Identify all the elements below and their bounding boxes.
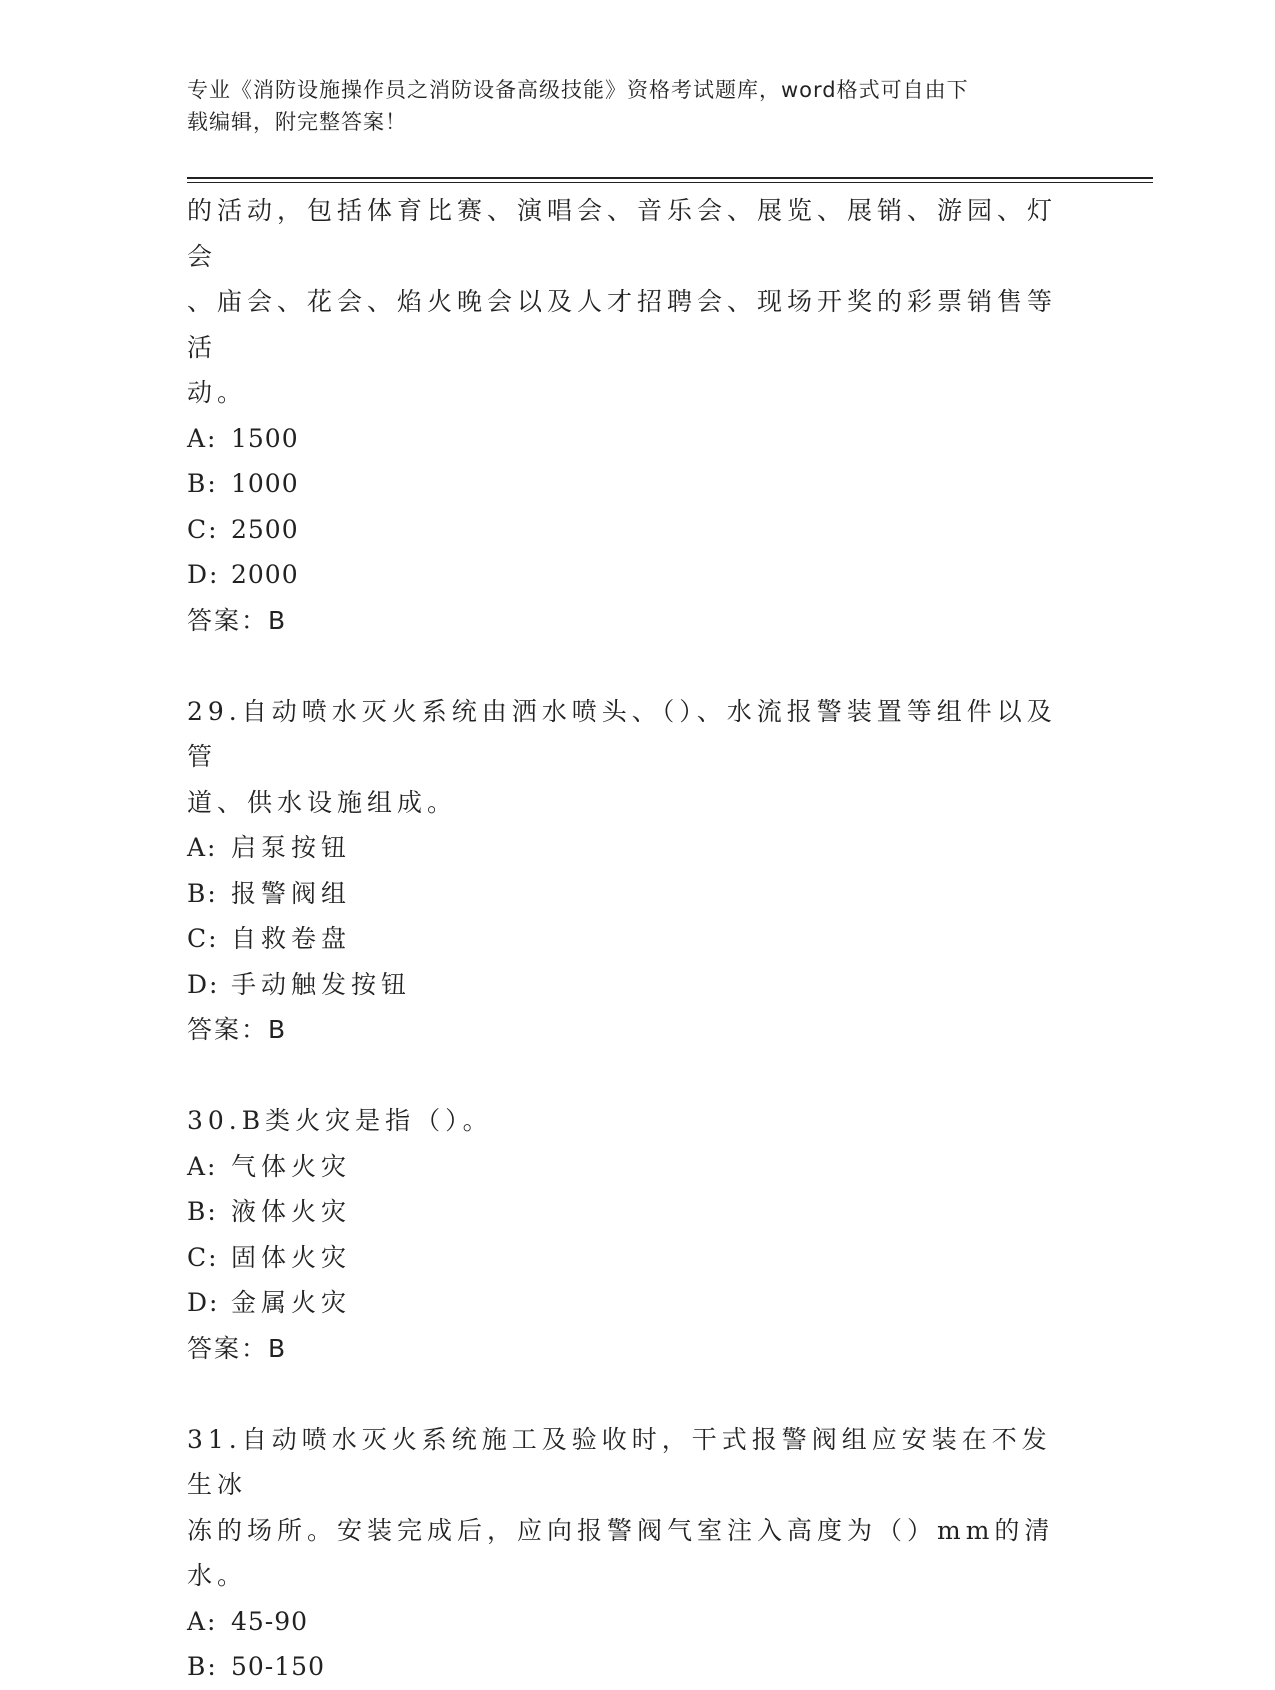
header-divider-thin [187,182,1153,183]
option-letter: D: [187,1288,220,1317]
option-b [187,461,1077,507]
option-text: 1000 [231,469,299,498]
option-letter: D: [187,969,220,999]
header-title-line-2: 载编辑，附完整答案！ [187,110,407,134]
question-text-line: 、庙会、花会、焰火晚会以及人才招聘会、现场开奖的彩票销售等活 [187,287,1058,362]
option-text: 固体火灾 [231,1242,352,1272]
question-text-line: 冻的场所。安装完成后，应向报警阀气室注入高度为（）mm的清水。 [187,1515,1055,1590]
question-text-line: 的活动，包括体育比赛、演唱会、音乐会、展览、展销、游园、灯会 [187,196,1058,271]
option-letter: D: [187,560,220,589]
option-a [187,416,1077,462]
header-title-line-1: 专业《消防设施操作员之消防设备高级技能》资格考试题库，word格式可自由下 [187,78,969,102]
option-letter: A: [187,1151,218,1181]
option-text: 2000 [231,560,299,589]
option-a [187,825,1077,871]
option-text: 液体火灾 [231,1197,352,1226]
option-letter: C: [187,514,219,544]
option-letter: C: [187,1242,219,1272]
question-29 [187,689,1077,1053]
question-28-continuation [187,188,1077,643]
document-header [187,74,1067,138]
option-text: 自救卷盘 [231,924,352,953]
option-d [187,1280,1077,1326]
option-b [187,1644,1077,1690]
option-c [187,916,1077,962]
question-text-line: 道、供水设施组成。 [187,787,458,817]
question-text-line: 29.自动喷水灭火系统由洒水喷头、（）、水流报警装置等组件以及管 [187,696,1057,771]
option-letter: B: [187,1652,218,1681]
option-letter: B: [187,1197,218,1226]
spacer [187,1371,1077,1417]
option-text: 1500 [231,423,299,453]
option-b [187,871,1077,917]
answer-line: 答案：B [187,1333,288,1363]
spacer [187,1053,1077,1099]
option-text: 50-150 [231,1652,325,1681]
question-text-line: 31.自动喷水灭火系统施工及验收时，干式报警阀组应安装在不发生冰 [187,1424,1052,1499]
option-b [187,1189,1077,1235]
option-d [187,552,1077,598]
option-text: 气体火灾 [231,1151,352,1181]
spacer [187,643,1077,689]
option-letter: A: [187,1606,218,1636]
question-text-line: 30.B类火灾是指（）。 [187,1106,493,1135]
answer-line: 答案：B [187,605,288,635]
option-letter: A: [187,833,218,862]
option-c [187,507,1077,553]
option-text: 手动触发按钮 [231,969,412,999]
answer-line: 答案：B [187,1015,288,1044]
question-content [187,188,1077,1690]
option-text: 启泵按钮 [231,833,352,862]
option-text: 报警阀组 [231,878,352,908]
question-30 [187,1098,1077,1371]
option-letter: A: [187,423,218,453]
option-c [187,1235,1077,1281]
header-divider-thick [187,177,1153,179]
question-31 [187,1417,1077,1690]
option-letter: B: [187,878,218,908]
option-text: 金属火灾 [231,1288,352,1317]
option-text: 2500 [231,514,299,544]
option-d [187,962,1077,1008]
option-letter: C: [187,924,219,953]
option-text: 45-90 [231,1606,309,1636]
question-text-line: 动。 [187,378,248,407]
option-letter: B: [187,469,218,498]
option-a [187,1599,1077,1645]
option-a [187,1144,1077,1190]
